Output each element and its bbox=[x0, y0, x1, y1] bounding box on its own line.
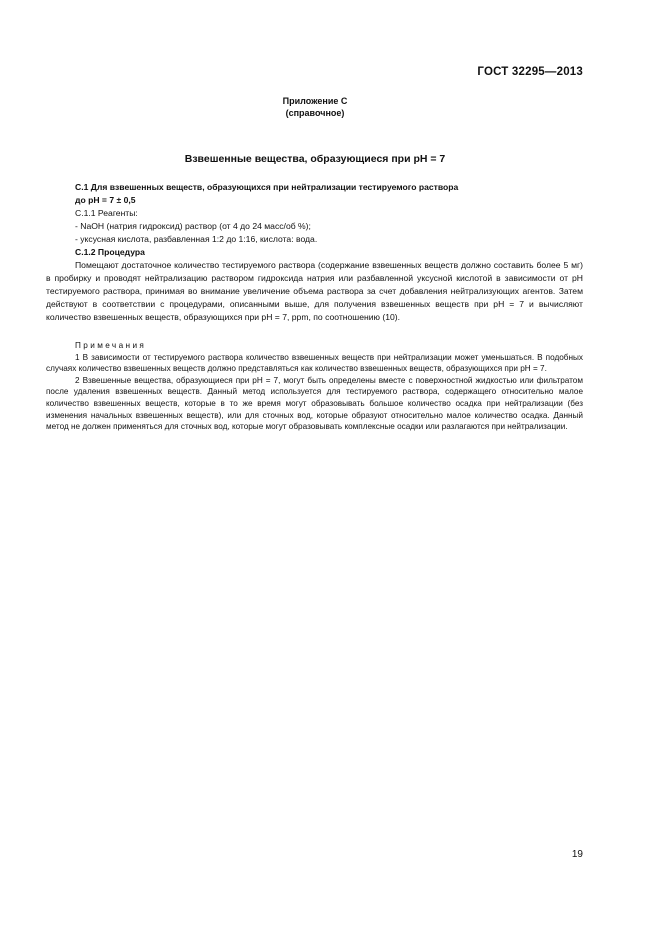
document-code: ГОСТ 32295—2013 bbox=[477, 66, 583, 78]
section-c1-heading-line1: С.1 Для взвешенных веществ, образующихся при нейтрализации тестируемого раствора bbox=[75, 182, 459, 192]
reagent-item-acetic-acid: - уксусная кислота, разбавленная 1:2 до 1:16, кислота: вода. bbox=[75, 234, 318, 244]
appendix-kind: (справочное) bbox=[285, 108, 345, 118]
notes-heading: Примечания bbox=[75, 341, 147, 350]
procedure-paragraph: Помещают достаточное количество тестируемого раствора (содержание взвешенных веществ должно составить более 5 мг) в пробирку и проводят нейтрализацию раствором гидроксида натрия или разбавленной уксусной кислотой в зависимости от pH тестируемого раствора, принимая во внимание увеличение объема раствора за счет добавления нейтрализующих агентов. Затем действуют в соответствии с процедурами, описанными выше, для получения взвешенных веществ при pH = 7 и вычисляют количество взвешенных веществ, образующихся при pH = 7, ppm, по соотношению (10). bbox=[46, 260, 583, 322]
section-c1-heading-line2: до pH = 7 ± 0,5 bbox=[75, 195, 136, 205]
page-number: 19 bbox=[571, 849, 583, 860]
page-title: Взвешенные вещества, образующиеся при pH = 7 bbox=[184, 153, 446, 165]
appendix-heading bbox=[0, 95, 630, 119]
section-c12-heading: С.1.2 Процедура bbox=[75, 247, 145, 257]
note-1: 1 В зависимости от тестируемого раствора количество взвешенных веществ при нейтрализации может уменьшаться. В подобных случаях количество взвешенных веществ должно представляться как количество взвешенных веществ, образующихся при pH = 7. bbox=[46, 352, 583, 374]
note-2: 2 Взвешенные вещества, образующиеся при pH = 7, могут быть определены вместе с поверхностной жидкостью или фильтратом после удаления взвешенных веществ. Данный метод используется для тестируемого раствора, содержащего относительно малое количество взвешенных веществ, которые в то же время могут образовывать большое количество осадка при нейтрализации (без изменения начальных взвешенных веществ), или для сточных вод, которые образуют относительно малое количество осадка. Данный метод не должен применяться для сточных вод, которые могут образовывать комплексные осадки или разлагаются при нейтрализации. bbox=[46, 375, 583, 432]
reagent-item-naoh: - NaOH (натрия гидроксид) раствор (от 4 до 24 масс/об %); bbox=[75, 221, 311, 231]
reagents-heading: С.1.1 Реагенты: bbox=[75, 208, 138, 218]
notes-section bbox=[46, 340, 583, 433]
section-c1 bbox=[46, 181, 583, 324]
appendix-label: Приложение С bbox=[282, 96, 348, 106]
